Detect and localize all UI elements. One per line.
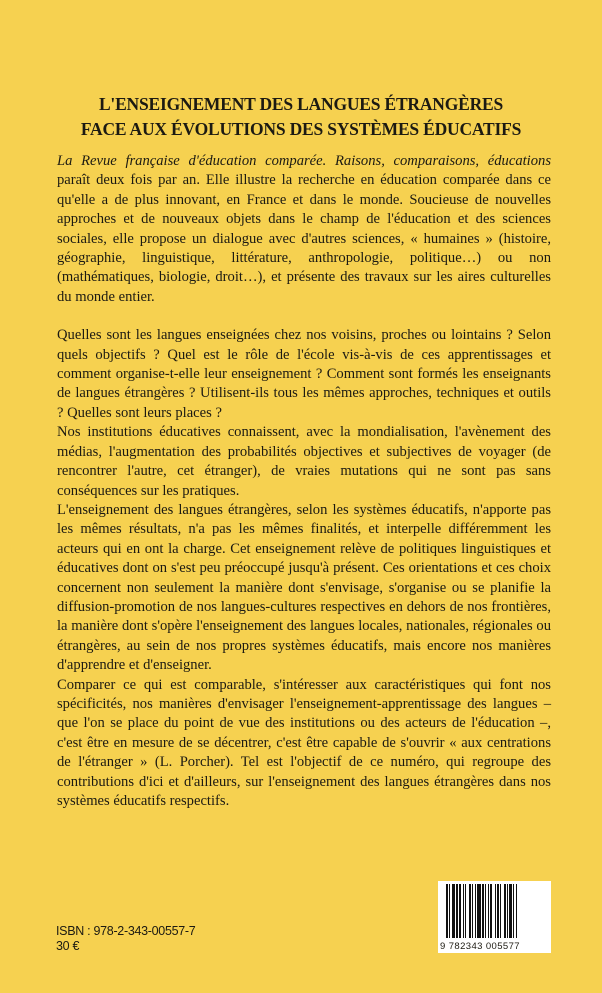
barcode bbox=[438, 881, 551, 953]
paragraph-institutions: Nos institutions éducatives connaissent, avec la mondialisation, l'avènement des médias, l'augmentation des probabilités objectives et subjectives de voyager (de rencontrer l'autre, cet étranger), de vraies mutations qui ne sont pas sans conséquences sur les pratiques. bbox=[57, 424, 551, 499]
book-title bbox=[40, 92, 562, 142]
isbn: ISBN : 978-2-343-00557-7 bbox=[56, 924, 196, 938]
paragraph-questions: Quelles sont les langues enseignées chez nos voisins, proches ou lointains ? Selon quels objectifs ? Quel est le rôle de l'école vis-à-vis de ces apprentissages et comment organise-t-elle leur enseignement ? Comment sont formés les enseignants de langues étrangères ? Utilisent-ils tous les mêmes approches, techniques et outils ? Quelles sont leurs places ? bbox=[57, 327, 551, 421]
journal-name: La Revue française d'éducation comparée. Raisons, comparaisons, éducations bbox=[57, 153, 551, 169]
barcode-bars bbox=[446, 884, 546, 938]
price: 30 € bbox=[56, 939, 80, 953]
barcode-number: 9 782343 005577 bbox=[440, 941, 520, 952]
back-cover-text bbox=[57, 152, 551, 811]
paragraph-comparer: Comparer ce qui est comparable, s'intéresser aux caractéristiques qui font nos spécificités, nos manières d'envisager l'enseignement-apprentissage des langues – que l'on se place du point de vue des institutions ou des acteurs de l'éducation –, c'est être en mesure de se décentrer, c'est être capable de s'ouvrir « aux centrations de l'étranger » (L. Porcher). Tel est l'objectif de ce numéro, qui regroupe des contributions d'ici et d'ailleurs, sur l'enseignement des langues étrangères dans nos systèmes éducatifs respectifs. bbox=[57, 676, 551, 809]
barcode-bar bbox=[517, 884, 519, 938]
paragraph-enseignement: L'enseignement des langues étrangères, selon les systèmes éducatifs, n'apporte pas les mêmes résultats, n'a pas les mêmes finalités, et interpelle différemment les acteurs qui en ont la charge. Cet enseignement relève de politiques linguistiques et éducatives dont on s'est peu préoccupé jusqu'à présent. Ces orientations et ces choix concernent non seulement la manière dont s'envisage, s'organise ou se planifie la diffusion-promotion de nos langues-cultures respectives en dehors de nos frontières, la manière dont s'opère l'enseignement des langues locales, nationales, régionales ou étrangères, au sein de nos propres systèmes éducatifs, mais encore nos manières d'apprendre et d'enseigner. bbox=[57, 501, 551, 674]
title-line-2: FACE AUX ÉVOLUTIONS DES SYSTÈMES ÉDUCATIFS bbox=[80, 119, 522, 139]
title-line-1: L'ENSEIGNEMENT DES LANGUES ÉTRANGÈRES bbox=[98, 94, 504, 114]
intro-paragraph bbox=[57, 152, 551, 307]
intro-text: paraît deux fois par an. Elle illustre la recherche en éducation comparée dans ce qu'elle a de plus innovant, en France et dans le monde. Soucieuse de nouvelles approches et de nouveaux objets dans le champ de l'éducation et des sciences sociales, elle propose un dialogue avec d'autres sciences, « humaines » (histoire, géographie, linguistique, littérature, anthropologie, politique…) ou non (mathématiques, biologie, droit…), et présente des travaux sur les aires culturelles du monde entier. bbox=[57, 172, 551, 305]
isbn-price-block bbox=[56, 924, 195, 954]
